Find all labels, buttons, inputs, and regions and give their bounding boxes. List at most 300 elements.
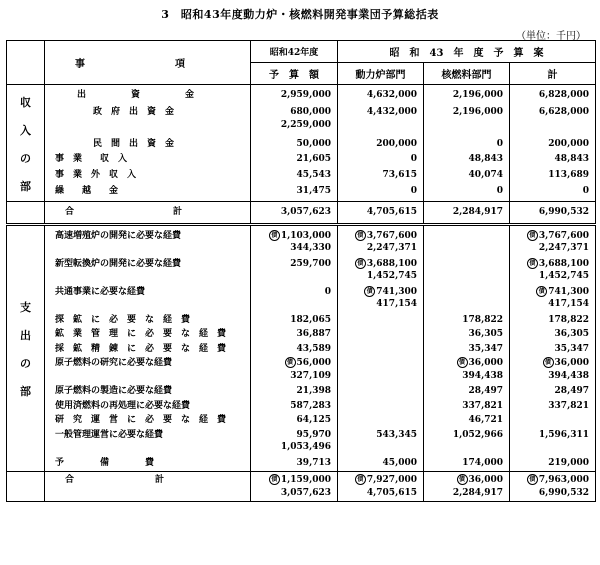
income-item-label-text: 繰 越 金 — [55, 186, 119, 196]
income-item-label-text: 政 府 出 資 金 — [93, 107, 175, 117]
income-prev-value — [251, 138, 331, 151]
expense-reactor — [338, 224, 424, 258]
expense-item-label — [45, 429, 251, 457]
income-item-label — [45, 153, 251, 169]
expense-total-reactor-value-text: 7,927,000 — [366, 475, 417, 485]
income-total-value — [510, 185, 589, 198]
income-fuel-value — [424, 138, 503, 151]
expense-fuel — [424, 385, 510, 400]
income-prev-value — [251, 153, 331, 166]
income-reactor — [338, 106, 424, 138]
expense-fuel — [424, 286, 510, 314]
expense-prev-value — [251, 343, 331, 356]
income-reactor-value — [338, 169, 417, 182]
expense-item-label — [45, 400, 251, 415]
income-fuel-value-text: 2,196,000 — [452, 107, 503, 117]
expense-total — [510, 400, 596, 415]
expense-total-value — [510, 328, 589, 341]
income-prev — [251, 106, 338, 138]
income-side-label-char: 収 — [20, 96, 31, 109]
expense-prev-value-text: 95,970 — [296, 429, 331, 440]
expense-total — [510, 286, 596, 314]
header-fuel: 核燃料部門 — [424, 63, 510, 85]
expense-prev-value-text: 21,398 — [296, 386, 331, 396]
expense-reactor — [338, 400, 424, 415]
expense-fuel — [424, 224, 510, 258]
expense-total-reactor-value-text: 4,705,615 — [366, 487, 417, 498]
expense-reactor — [338, 314, 424, 329]
expense-item-label-text: 新型転換炉の開発に必要な経費 — [55, 258, 182, 269]
expense-item-label — [45, 258, 251, 286]
expense-fuel-value — [424, 429, 503, 442]
expense-fuel-value — [424, 357, 503, 370]
header-prev-year-sub: 予 算 額 — [251, 63, 338, 85]
income-total-label — [45, 202, 251, 225]
expense-prev-value — [251, 242, 331, 255]
income-prev-value-text: 2,959,000 — [280, 90, 331, 100]
bond-mark-icon: 債 — [527, 258, 538, 269]
expense-prev-value — [251, 286, 331, 299]
income-total — [510, 138, 596, 154]
expense-item-label-text: 予 備 費 — [55, 457, 155, 468]
header-this-year: 昭 和 43 年 度 予 算 案 — [338, 41, 596, 63]
expense-fuel — [424, 328, 510, 343]
income-item-label — [45, 185, 251, 202]
expense-row — [7, 414, 596, 429]
expense-total — [510, 224, 596, 258]
expense-prev-value-text: 259,700 — [290, 258, 331, 269]
income-item-label — [45, 169, 251, 185]
income-reactor — [338, 185, 424, 202]
income-fuel-value-text: 0 — [496, 138, 503, 149]
income-fuel — [424, 106, 510, 138]
income-reactor — [338, 138, 424, 154]
expense-total-total — [510, 472, 596, 502]
expense-fuel — [424, 343, 510, 358]
expense-total-fuel-value-text: 36,000 — [468, 475, 503, 485]
expense-total-value-text: 3,767,600 — [538, 230, 589, 241]
income-total — [510, 106, 596, 138]
expense-prev — [251, 286, 338, 314]
expense-reactor-value — [338, 298, 417, 311]
bond-mark-icon: 債 — [355, 258, 366, 269]
expense-side-label-char: 部 — [20, 385, 31, 399]
expense-prev-value-text: 0 — [324, 286, 331, 297]
income-prev — [251, 153, 338, 169]
expense-total-value-text: 36,000 — [554, 358, 589, 368]
income-fuel — [424, 138, 510, 154]
income-fuel — [424, 153, 510, 169]
expense-reactor-value-text: 741,300 — [376, 286, 417, 297]
expense-side-label-char: 支 — [20, 301, 31, 315]
expense-item-label-text: 探 鉱 に 必 要 な 経 費 — [55, 314, 191, 325]
income-total-value — [510, 106, 589, 119]
expense-prev-value — [251, 429, 331, 442]
expense-total — [510, 258, 596, 286]
income-total — [510, 85, 596, 107]
expense-item-label — [45, 357, 251, 385]
income-total-value — [510, 138, 589, 151]
expense-item-label-text: 高速増殖炉の開発に必要な経費 — [55, 230, 182, 241]
expense-item-label-text: 一般管理運営に必要な経費 — [55, 429, 164, 440]
income-side-label-char: 入 — [20, 124, 31, 137]
expense-reactor-value — [338, 242, 417, 255]
expense-total-value — [510, 370, 589, 383]
income-row — [7, 85, 596, 107]
income-total-total — [510, 202, 596, 225]
expense-reactor-value — [338, 429, 417, 442]
expense-item-label-text: 共通事業に必要な経費 — [55, 286, 146, 297]
expense-fuel-value — [424, 414, 503, 427]
income-side-label — [7, 85, 45, 202]
expense-prev-value-text: 1,053,496 — [280, 442, 331, 452]
expense-total-total-value-text: 6,990,532 — [538, 487, 589, 498]
expense-fuel — [424, 314, 510, 329]
expense-fuel-value — [424, 385, 503, 398]
expense-total-blank — [7, 472, 45, 502]
header-total: 計 — [510, 63, 596, 85]
expense-fuel-value — [424, 400, 503, 413]
expense-prev-value — [251, 370, 331, 383]
expense-prev-value — [251, 357, 331, 370]
income-prev-value-text: 2,259,000 — [280, 119, 331, 130]
income-prev-value-text: 680,000 — [290, 107, 331, 117]
expense-total-value — [510, 242, 589, 255]
expense-prev — [251, 224, 338, 258]
expense-reactor-value — [338, 258, 417, 271]
income-total-row — [7, 202, 596, 225]
income-total-label-text: 合 計 — [65, 207, 183, 217]
income-fuel-value — [424, 169, 503, 182]
income-total-fuel-value — [424, 206, 503, 219]
header-prev-year: 昭和42年度 — [251, 41, 338, 63]
expense-total-total-value — [510, 487, 589, 500]
bond-mark-icon: 債 — [457, 357, 468, 368]
expense-prev-value-text: 36,887 — [296, 329, 331, 339]
expense-total-fuel-value-text: 2,284,917 — [452, 487, 503, 498]
expense-reactor-value — [338, 230, 417, 243]
expense-total-value-text: 417,154 — [548, 299, 589, 309]
expense-prev-value-text: 182,065 — [290, 314, 331, 325]
expense-fuel-value-text: 394,438 — [462, 370, 503, 381]
expense-reactor — [338, 429, 424, 457]
expense-total-value — [510, 400, 589, 413]
expense-total-value-text: 2,247,371 — [538, 243, 589, 253]
expense-total-value-text: 1,596,311 — [538, 429, 589, 440]
expense-total-label-text: 合 計 — [65, 475, 165, 485]
expense-total-reactor — [338, 472, 424, 502]
income-reactor — [338, 169, 424, 185]
expense-row — [7, 357, 596, 385]
income-total-reactor-value — [338, 206, 417, 219]
income-reactor-value-text: 73,615 — [382, 170, 417, 181]
income-total-prev-value-text: 3,057,623 — [280, 207, 331, 217]
income-prev — [251, 85, 338, 107]
expense-prev — [251, 328, 338, 343]
expense-reactor-value — [338, 270, 417, 283]
expense-total — [510, 328, 596, 343]
income-total-value-text: 0 — [582, 186, 589, 196]
expense-prev — [251, 429, 338, 457]
income-reactor-value — [338, 138, 417, 151]
income-fuel — [424, 85, 510, 107]
expense-prev-value — [251, 258, 331, 271]
expense-reactor — [338, 286, 424, 314]
income-fuel-value — [424, 153, 503, 166]
expense-prev — [251, 314, 338, 329]
expense-prev-value-text: 39,713 — [296, 457, 331, 468]
income-reactor-value — [338, 185, 417, 198]
income-prev — [251, 138, 338, 154]
expense-prev-value-text: 587,283 — [290, 400, 331, 411]
income-reactor-value-text: 0 — [410, 154, 417, 165]
expense-reactor — [338, 385, 424, 400]
expense-prev — [251, 357, 338, 385]
expense-prev-value — [251, 314, 331, 327]
bond-mark-icon: 債 — [355, 230, 366, 241]
expense-total — [510, 343, 596, 358]
expense-item-label-text: 原子燃料の製造に必要な経費 — [55, 386, 173, 396]
expense-reactor-value-text: 1,452,745 — [366, 271, 417, 281]
expense-fuel — [424, 400, 510, 415]
expense-row — [7, 429, 596, 457]
expense-reactor — [338, 357, 424, 385]
expense-total-value — [510, 357, 589, 370]
expense-item-label — [45, 224, 251, 258]
expense-prev — [251, 414, 338, 429]
header-reactor: 動力炉部門 — [338, 63, 424, 85]
income-total-fuel-value-text: 2,284,917 — [452, 207, 503, 217]
header-item: 事 項 — [45, 41, 251, 85]
expense-total-fuel — [424, 472, 510, 502]
expense-prev — [251, 457, 338, 472]
expense-prev — [251, 400, 338, 415]
expense-row — [7, 224, 596, 258]
income-fuel-value-text: 48,843 — [468, 154, 503, 165]
bond-mark-icon: 債 — [269, 474, 280, 485]
expense-item-label — [45, 314, 251, 329]
income-fuel — [424, 169, 510, 185]
expense-total-value — [510, 270, 589, 283]
unit-note: （単位：千円） — [516, 31, 586, 42]
expense-prev — [251, 385, 338, 400]
income-total-value — [510, 89, 589, 102]
income-fuel — [424, 185, 510, 202]
expense-section — [7, 224, 596, 502]
expense-total-value — [510, 258, 589, 271]
expense-fuel-value — [424, 328, 503, 341]
expense-total-total-value-text: 7,963,000 — [538, 475, 589, 485]
expense-reactor — [338, 457, 424, 472]
expense-row — [7, 258, 596, 286]
expense-reactor — [338, 258, 424, 286]
expense-total-value-text: 394,438 — [548, 370, 589, 381]
income-row — [7, 169, 596, 185]
income-item-label — [45, 85, 251, 107]
expense-prev-value-text: 1,103,000 — [280, 230, 331, 241]
expense-reactor-value-text: 2,247,371 — [366, 243, 417, 253]
expense-prev-value-text: 43,589 — [296, 343, 331, 354]
expense-total-prev-value — [251, 474, 331, 487]
income-total-value-text: 48,843 — [554, 154, 589, 165]
expense-row — [7, 457, 596, 472]
bond-mark-icon: 債 — [527, 474, 538, 485]
expense-fuel-value-text: 28,497 — [468, 386, 503, 396]
income-fuel-value — [424, 89, 503, 102]
expense-prev — [251, 343, 338, 358]
income-total-prev-value — [251, 206, 331, 219]
bond-mark-icon: 債 — [355, 474, 366, 485]
income-reactor-value — [338, 89, 417, 102]
bond-mark-icon: 債 — [543, 357, 554, 368]
income-fuel-value — [424, 185, 503, 198]
expense-prev-value — [251, 328, 331, 341]
income-row — [7, 185, 596, 202]
expense-prev-value — [251, 385, 331, 398]
expense-fuel-value — [424, 370, 503, 383]
income-total-reactor — [338, 202, 424, 225]
expense-item-label-text: 鉱 業 管 理 に 必 要 な 経 費 — [55, 329, 227, 339]
income-prev-value — [251, 89, 331, 102]
income-side-label-char: 部 — [20, 180, 31, 193]
income-total-total-value — [510, 206, 589, 219]
expense-total-row — [7, 472, 596, 502]
income-fuel-value — [424, 106, 503, 119]
expense-total-prev-value-text: 1,159,000 — [280, 475, 331, 485]
income-prev-value — [251, 169, 331, 182]
expense-reactor-value-text: 3,688,100 — [366, 258, 417, 269]
expense-reactor-value-text: 45,000 — [382, 457, 417, 468]
expense-total — [510, 429, 596, 457]
income-row — [7, 138, 596, 154]
expense-prev-value — [251, 441, 331, 454]
income-prev-value — [251, 106, 331, 119]
expense-total-value-text: 35,347 — [554, 343, 589, 354]
expense-total-prev-value-text: 3,057,623 — [280, 487, 331, 498]
expense-total-reactor-value — [338, 487, 417, 500]
bond-mark-icon: 債 — [527, 230, 538, 241]
expense-total-value-text: 178,822 — [548, 314, 589, 325]
expense-total-total-value — [510, 474, 589, 487]
expense-prev-value — [251, 414, 331, 427]
income-prev — [251, 185, 338, 202]
expense-total-value-text: 36,305 — [554, 329, 589, 339]
expense-item-label-text: 採 鉱 精 錬 に 必 要 な 経 費 — [55, 343, 227, 354]
expense-total — [510, 414, 596, 429]
expense-prev-value-text: 64,125 — [296, 415, 331, 425]
income-total-value — [510, 153, 589, 166]
income-prev-value — [251, 119, 331, 132]
expense-item-label-text: 研 究 運 営 に 必 要 な 経 費 — [55, 415, 227, 425]
expense-total — [510, 457, 596, 472]
expense-total-value-text: 337,821 — [548, 400, 589, 411]
income-item-label-text: 事 業 収 入 — [55, 154, 128, 165]
income-total-reactor-value-text: 4,705,615 — [366, 207, 417, 217]
income-reactor-value — [338, 106, 417, 119]
income-total-blank — [7, 202, 45, 225]
expense-fuel — [424, 258, 510, 286]
expense-total-fuel-value — [424, 487, 503, 500]
income-total-value-text: 113,689 — [548, 170, 589, 181]
expense-total-label — [45, 472, 251, 502]
expense-row — [7, 328, 596, 343]
income-reactor-value-text: 0 — [410, 186, 417, 196]
expense-total-value-text: 741,300 — [548, 286, 589, 297]
income-reactor-value — [338, 153, 417, 166]
expense-total-value-text: 3,688,100 — [538, 258, 589, 269]
income-total — [510, 185, 596, 202]
expense-fuel-value-text: 337,821 — [462, 400, 503, 411]
budget-table — [6, 40, 596, 502]
expense-fuel-value — [424, 343, 503, 356]
expense-row — [7, 400, 596, 415]
income-fuel-value-text: 2,196,000 — [452, 90, 503, 100]
expense-total-value — [510, 230, 589, 243]
income-prev-value-text: 21,605 — [296, 154, 331, 165]
expense-item-label-text: 使用済燃料の再処理に必要な経費 — [55, 400, 191, 411]
bond-mark-icon: 債 — [457, 474, 468, 485]
expense-item-label-text: 原子燃料の研究に必要な経費 — [55, 358, 173, 368]
expense-item-label — [45, 414, 251, 429]
expense-fuel-value-text: 174,000 — [462, 457, 503, 468]
expense-reactor-value-text: 543,345 — [376, 429, 417, 440]
expense-prev-value — [251, 457, 331, 470]
expense-fuel — [424, 429, 510, 457]
expense-total — [510, 385, 596, 400]
expense-row — [7, 343, 596, 358]
expense-reactor-value — [338, 286, 417, 299]
income-item-label — [45, 138, 251, 154]
income-prev-value-text: 31,475 — [296, 186, 331, 196]
expense-item-label — [45, 286, 251, 314]
income-total — [510, 169, 596, 185]
income-fuel-value-text: 40,074 — [468, 170, 503, 181]
income-total-prev — [251, 202, 338, 225]
expense-row — [7, 286, 596, 314]
expense-row — [7, 314, 596, 329]
income-total-value-text: 200,000 — [548, 138, 589, 149]
expense-total-value — [510, 298, 589, 311]
income-prev — [251, 169, 338, 185]
income-total-total-value-text: 6,990,532 — [538, 207, 589, 217]
expense-item-label — [45, 457, 251, 472]
expense-total-prev — [251, 472, 338, 502]
expense-total-reactor-value — [338, 474, 417, 487]
expense-fuel-value — [424, 314, 503, 327]
expense-reactor — [338, 328, 424, 343]
expense-total-value — [510, 343, 589, 356]
expense-total-value-text: 1,452,745 — [538, 271, 589, 281]
expense-fuel — [424, 457, 510, 472]
expense-prev-value-text: 327,109 — [290, 370, 331, 381]
expense-side-label — [7, 224, 45, 472]
income-reactor — [338, 85, 424, 107]
income-prev-value-text: 45,543 — [296, 170, 331, 181]
income-reactor-value-text: 200,000 — [376, 138, 417, 149]
expense-fuel-value-text: 178,822 — [462, 314, 503, 325]
bond-mark-icon: 債 — [364, 286, 375, 297]
income-total-value — [510, 169, 589, 182]
expense-total — [510, 357, 596, 385]
income-fuel-value-text: 0 — [496, 186, 503, 196]
income-section — [7, 85, 596, 225]
expense-fuel-value-text: 36,000 — [468, 358, 503, 368]
income-reactor — [338, 153, 424, 169]
expense-total-value — [510, 286, 589, 299]
expense-fuel — [424, 414, 510, 429]
expense-fuel-value-text: 46,721 — [468, 415, 503, 425]
income-total-value-text: 6,828,000 — [538, 90, 589, 100]
